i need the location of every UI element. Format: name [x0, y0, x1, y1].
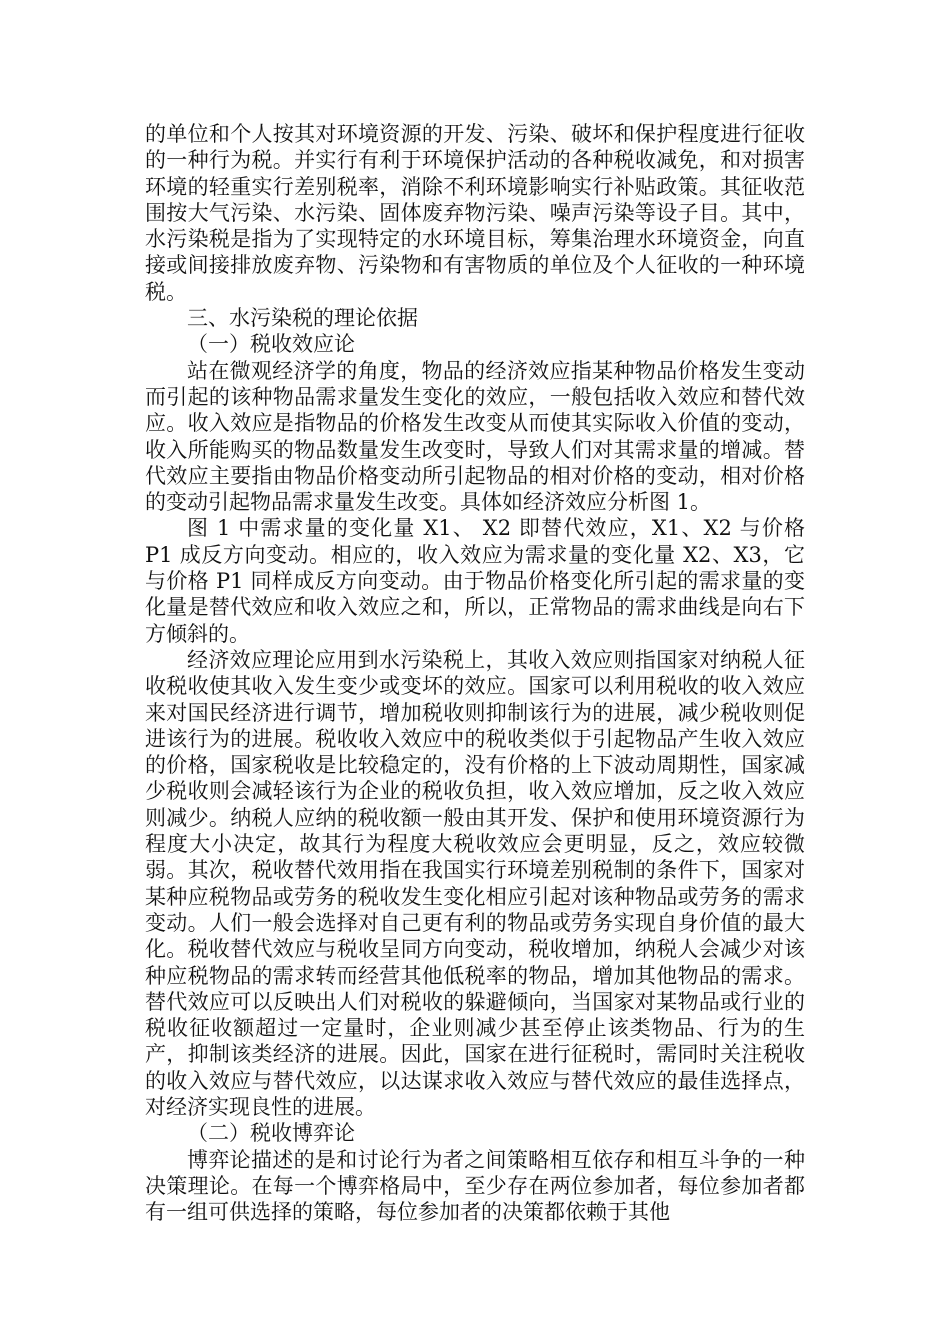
- paragraph-tax-effect: 经济效应理论应用到水污染税上，其收入效应则指国家对纳税人征收税收使其收入发生变少或变坏的效应。国家可以利用税收的收入效应来对国民经济进行调节，增加税收则抑制该行为的进展，减少税收则促进该行为的进展。税收收入效应中的税收类似于引起物品产生收入效应的价格，国家税收是比较稳定的，没有价格的上下波动周期性，国家减少税收则会减轻该行为企业的税收负担，收入效应增加，反之收入效应则减少。纳税人应纳的税收额一般由其开发、保护和使用环境资源行为程度大小决定，故其行为程度大税收效应会更明显，反之，效应较微弱。其次，税收替代效用指在我国实行环境差别税制的条件下，国家对某种应税物品或劳务的税收发生变化相应引起对该种物品或劳务的需求变动。人们一般会选择对自己更有利的物品或劳务实现自身价值的最大化。税收替代效应与税收呈同方向变动，税收增加，纳税人会减少对该种应税物品的需求转而经营其他低税率的物品，增加其他物品的需求。替代效应可以反映出人们对税收的躲避倾向，当国家对某物品或行业的税收征收额超过一定量时，企业则减少甚至停止该类物品、行为的生产，抑制该类经济的进展。因此，国家在进行征税时，需同时关注税收的收入效应与替代效应，以达谋求收入效应与替代效应的最佳选择点，对经济实现良性的进展。: [145, 647, 805, 1119]
- paragraph-continuation: 的单位和个人按其对环境资源的开发、污染、破坏和保护程度进行征收的一种行为税。并实行有利于环境保护活动的各种税收减免，和对损害环境的轻重实行差别税率，消除不利环境影响实行补贴政策。其征收范围按大气污染、水污染、固体废弃物污染、噪声污染等设子目。其中，水污染税是指为了实现特定的水环境目标，筹集治理水环境资金，向直接或间接排放废弃物、污染物和有害物质的单位及个人征收的一种环境税。: [145, 122, 805, 304]
- subsection-heading-1: （一）税收效应论: [187, 332, 355, 357]
- subsection-heading-2: （二）税收博弈论: [187, 1121, 355, 1146]
- paragraph-economic-effect: 站在微观经济学的角度，物品的经济效应指某种物品价格发生变动而引起的该种物品需求量发生变化的效应，一般包括收入效应和替代效应。收入效应是指物品的价格发生改变从而使其实际收入价值的变动，收入所能购买的物品数量发生改变时，导致人们对其需求量的增减。替代效应主要指由物品价格变动所引起物品的相对价格的变动，相对价格的变动引起物品需求量发生改变。具体如经济效应分析图 1。: [145, 358, 805, 515]
- section-heading: 三、水污染税的理论依据: [187, 306, 418, 331]
- paragraph-game-theory: 博弈论描述的是和讨论行为者之间策略相互依存和相互斗争的一种决策理论。在每一个博弈格局中，至少存在两位参加者，每位参加者都有一组可供选择的策略，每位参加者的决策都依赖于其他: [145, 1147, 805, 1225]
- paragraph-figure-explanation: 图 1 中需求量的变化量 X1、 X2 即替代效应，X1、X2 与价格 P1 成反方向变动。相应的，收入效应为需求量的变化量 X2、X3，它与价格 P1 同样成反方向变动。由于物品价格变化所引起的需求量的变化量是替代效应和收入效应之和，所以，正常物品的需求曲线是向右下方倾斜的。: [145, 516, 805, 646]
- document-body: [145, 121, 805, 1225]
